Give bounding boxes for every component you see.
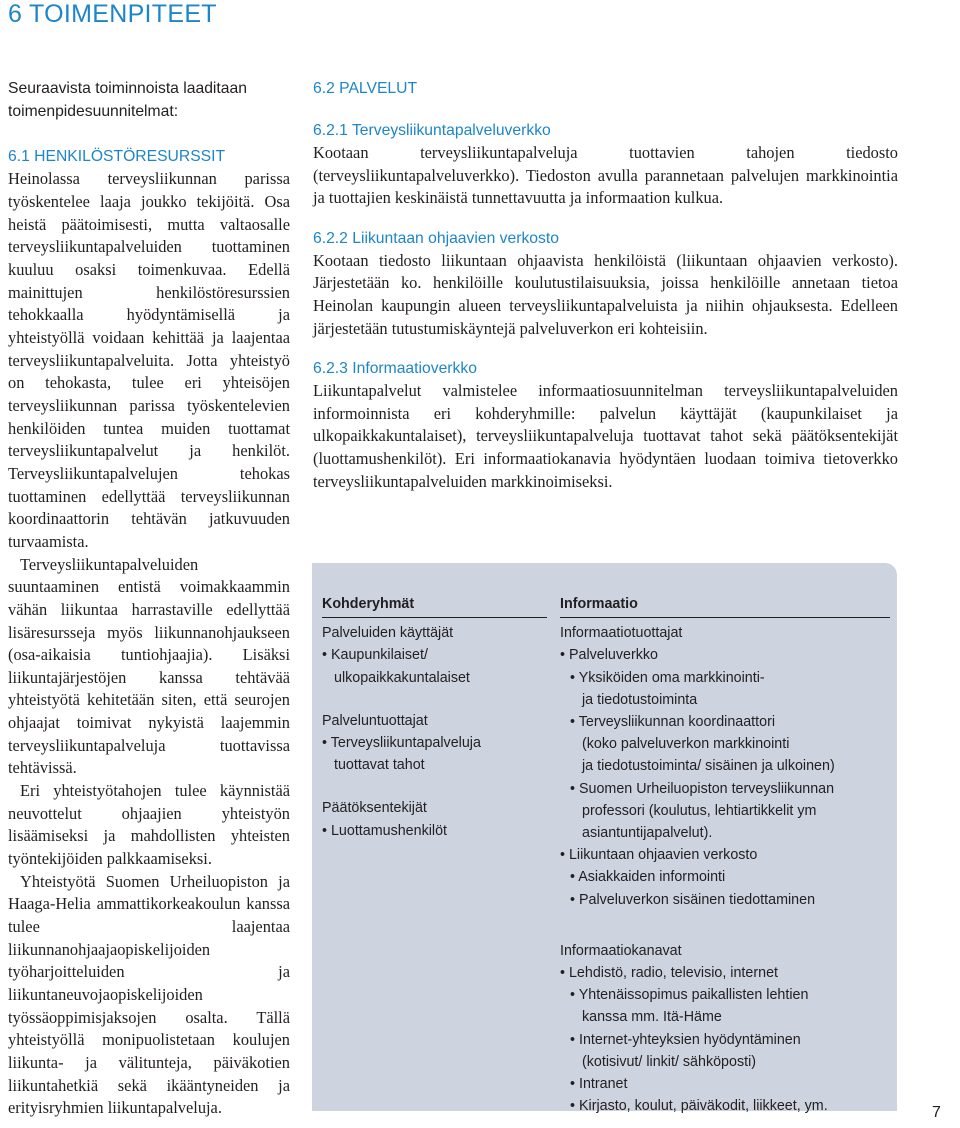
information-column [560,593,890,1117]
sub-list-item-continuation: ja tiedotustoiminta [582,691,698,708]
list-item: • Palveluverkko [560,647,658,664]
target-groups-header: Kohderyhmät [322,593,547,618]
paragraph: Liikuntapalvelut valmistelee informaatiosuunnitelman terveysliikuntapalveluiden informoinnista eri kohderyhmille: palvelun käyttäjät (kaupunkilaiset ja ulkopaikkakuntalaiset), terveysliikuntapalveluja tuottavat tahot sekä päätöksentekijät (luottamushenkilöt). Eri informaatiokanavia hyödyntäen luodaan toimiva tietoverkko terveysliikuntapalveluiden markkinoimiseksi. [313,381,898,491]
group-label: Palveluiden käyttäjät [322,625,454,642]
right-column [313,78,898,493]
sub-list-item: • Internet-yhteyksien hyödyntäminen [570,1031,801,1048]
sub-list-item: • Palveluverkon sisäinen tiedottaminen [570,891,816,908]
paragraph: Heinolassa terveysliikunnan parissa työskentelee laaja joukko tekijöitä. Osa heistä päätoimisesti, mutta valtaosalle terveysliikuntapalveluiden tuottaminen kuuluu osaksi toimenkuvaa. Edellä mainittujen henkilöstöresurssien tehokkaalla hyödyntämisellä ja yhteistyöllä voidaan kehittää ja laajentaa terveysliikuntapalveluita. Jotta yhteistyö on tehokasta, tulee eri yhteisöjen terveysliikunnan parissa työskentelevien henkilöiden tuntea muiden tuottamat terveysliikuntapalvelut ja henkilöt. Terveysliikuntapalvelujen tehokas tuottaminen edellyttää terveysliikunnan koordinaattorin tehtävän jatkuvuuden turvaamista. [8,169,290,551]
subsection-heading: 6.2.3 Informaatioverkko [313,360,477,378]
paragraph: Kootaan terveysliikuntapalveluja tuottavien tahojen tiedosto (terveysliikuntapalveluverkko). Tiedoston avulla parannetaan palvelujen markkinointia ja tuottajien keskinäistä tunnettavuutta ja informaation kulkua. [313,143,898,208]
list-item: • Lehdistö, radio, televisio, internet [560,965,778,982]
page-number: 7 [932,1104,941,1121]
sub-list-item-continuation: asiantuntijapalvelut). [582,825,713,842]
list-item: • Kaupunkilaiset/ [322,647,428,664]
information-box [312,563,897,1115]
intro-line: toimenpidesuunnitelmat: [8,102,179,120]
sub-list-item-continuation: kanssa mm. Itä-Häme [582,1009,722,1026]
sub-list-item: • Kirjasto, koulut, päiväkodit, liikkeet, ym. [570,1098,828,1115]
sub-list-item-continuation: professori (koulutus, lehtiartikkelit ym [582,802,817,819]
sub-list-item: • Yhtenäissopimus paikallisten lehtien [570,987,809,1004]
paragraph: Yhteistyötä Suomen Urheiluopiston ja Haaga-Helia ammattikorkeakoulun kanssa tulee laajentaa liikunnanohjaajaopiskelijoiden työharjoitteluiden ja liikuntaneuvojaopiskelijoiden työssäoppimisjaksojen osalta. Tällä yhteistyöllä monipuolistetaan koulujen liikunta- ja välitunteja, päiväkotien liikuntahetkiä sekä ikääntyneiden ja erityisryhmien liikuntapalveluja. [8,871,290,1118]
sub-list-item-continuation: (kotisivut/ linkit/ sähköposti) [582,1053,757,1070]
subsection-heading: 6.2.1 Terveysliikuntapalveluverkko [313,122,551,139]
information-header: Informaatio [560,593,890,618]
chapter-title: 6 TOIMENPITEET [8,0,217,28]
group-label: Informaatiokanavat [560,942,682,959]
sub-list-item: • Asiakkaiden informointi [570,869,726,886]
sub-list-item-continuation: ja tiedotustoiminta/ sisäinen ja ulkoinen) [582,758,835,775]
intro-line: Seuraavista toiminnoista laaditaan [8,80,247,97]
subsection-heading: 6.2.2 Liikuntaan ohjaavien verkosto [313,229,559,247]
left-column [8,78,290,1120]
list-item: • Terveysliikuntapalveluja [322,735,481,752]
sub-list-item-continuation: (koko palveluverkon markkinointi [582,736,790,753]
group-label: Palveluntuottajat [322,712,428,729]
group-label: Päätöksentekijät [322,800,427,817]
list-item-continuation: tuottavat tahot [334,757,425,774]
sub-list-item: • Yksiköiden oma markkinointi- [570,669,765,686]
list-item: • Liikuntaan ohjaavien verkosto [560,847,758,864]
sub-list-item: • Suomen Urheiluopiston terveysliikunnan [570,780,835,797]
target-groups-column [322,593,547,842]
paragraph: Terveysliikuntapalveluiden suuntaaminen entistä voimakkaammin vähän liikuntaa harrastaville edellyttää lisäresursseja myös liikunnanohjaukseen (osa-aikaisia tuntiohjaajia). Lisäksi liikuntajärjestöjen kanssa tehtävää yhteistyötä kehitetään siten, että seurojen ohjaajat toimivat nykyistä laajemmin terveysliikuntapalveluja tuottavissa tehtävissä. [8,554,290,778]
paragraph: Kootaan tiedosto liikuntaan ohjaavista henkilöistä (liikuntaan ohjaavien verkosto). Järjestetään ko. henkilöille koulutustilaisuuksia, joissa henkilöille annetaan tietoa Heinolan kaupungin alueen terveysliikuntapalveluista ja niihin ohjauksesta. Edelleen järjestetään tutustumiskäyntejä palveluverkon eri kohteisiin. [313,250,898,338]
group-label: Informaatiotuottajat [560,625,683,642]
section-heading-palvelut: 6.2 PALVELUT [313,80,418,97]
sub-list-item: • Terveysliikunnan koordinaattori [570,714,776,731]
sub-list-item: • Intranet [570,1076,628,1093]
list-item-continuation: ulkopaikkakuntalaiset [334,669,470,686]
paragraph: Eri yhteistyötahojen tulee käynnistää neuvottelut ohjaajien yhteistyön lisäämiseksi ja mahdollisten yhteisten työntekijöiden palkkaamiseksi. [8,781,290,869]
list-item: • Luottamushenkilöt [322,822,448,839]
section-heading-henkilostoresurssit: 6.1 HENKILÖSTÖRESURSSIT [8,147,226,165]
